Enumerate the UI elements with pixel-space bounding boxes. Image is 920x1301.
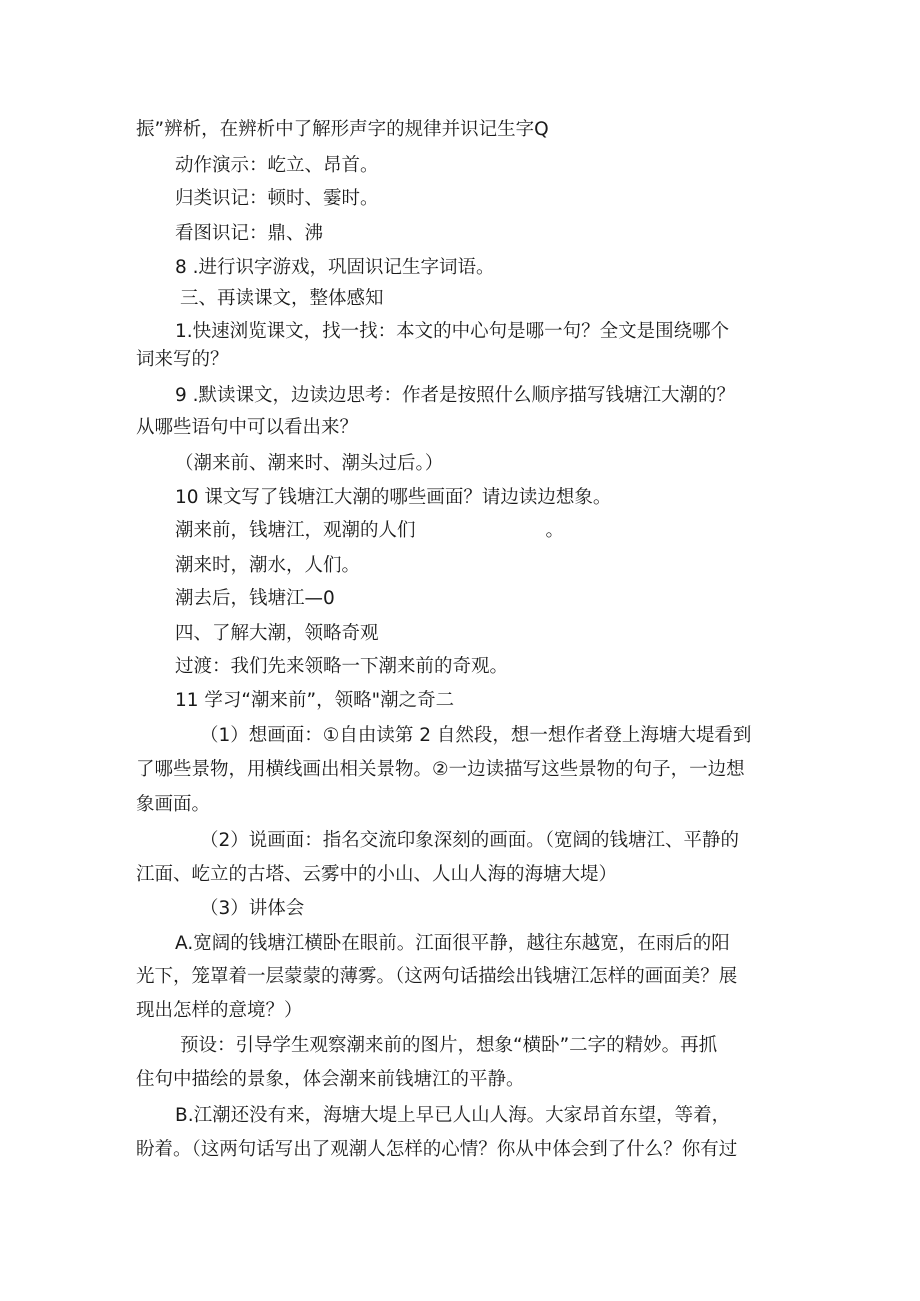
text-line: 盼着。（这两句话写出了观潮人怎样的心情？你从中体会到了什么？你有过 [136, 1139, 738, 1160]
text-line [175, 519, 564, 543]
text-line: 看图识记：鼎、沸 [175, 223, 324, 244]
text-line: 过渡：我们先来领略一下潮来前的奇观。 [175, 656, 509, 677]
text-line: （1）想画面：①自由读第 2 自然段，想一想作者登上海塘大堤看到 [200, 725, 752, 746]
text-line: 象画面。 [136, 794, 211, 815]
text-line: 现出怎样的意境？） [136, 1000, 303, 1021]
text-line: 词来写的？ [136, 349, 229, 370]
text-line: （3）讲体会 [200, 898, 305, 919]
text-line: 9 .默读课文，边读边思考：作者是按照什么顺序描写钱塘江大潮的？ [175, 385, 736, 406]
text-line: 动作演示：屹立、昂首。 [175, 155, 379, 176]
text-line: 潮来时，潮水，人们。 [175, 555, 361, 576]
text-line: 江面、屹立的古塔、云雾中的小山、人山人海的海塘大堤） [136, 864, 618, 885]
text-line: 振”辨析，在辨析中了解形声字的规律并识记生字Q [136, 119, 549, 140]
text-line: B.江潮还没有来，海塘大堤上早已人山人海。大家昂首东望，等着， [175, 1105, 731, 1126]
text-line: 住句中描绘的景象，体会潮来前钱塘江的平静。 [136, 1069, 525, 1090]
text-line: 归类识记：顿时、霎时。 [175, 188, 379, 209]
text-line: 从哪些语句中可以看出来？ [136, 417, 359, 438]
text-line: A.宽阔的钱塘江横卧在眼前。江面很平静，越往东越宽，在雨后的阳 [175, 933, 730, 954]
text-line: 预设：引导学生观察潮来前的图片，想象“横卧”二字的精妙。再抓 [180, 1035, 718, 1056]
text-line: 10 课文写了钱塘江大潮的哪些画面？请边读边想象。 [175, 487, 612, 508]
section-heading: 三、再读课文，整体感知 [180, 288, 384, 309]
text-line: 1.快速浏览课文，找一找：本文的中心句是哪一句？全文是围绕哪个 [175, 321, 730, 342]
fill-blank-suffix: 。 [545, 520, 565, 541]
text-line: 8 .进行识字游戏，巩固识记生字词语。 [175, 257, 495, 278]
text-line: 了哪些景物，用横线画出相关景物。②一边读描写这些景物的句子，一边想 [136, 759, 745, 780]
text-line: 光下，笼罩着一层蒙蒙的薄雾。（这两句话描绘出钱塘江怎样的画面美？展 [136, 966, 738, 987]
text-line: （潮来前、潮来时、潮头过后。） [175, 453, 444, 474]
text-line: （2）说画面：指名交流印象深刻的画面。（宽阔的钱塘江、平静的 [200, 830, 740, 851]
fill-blank-prefix: 潮来前，钱塘江，观潮的人们 [175, 520, 416, 541]
section-heading: 四、了解大潮，领略奇观 [175, 623, 379, 644]
text-line: 潮去后，钱塘江—0 [175, 588, 335, 609]
text-line: 11 学习“潮来前”，领略"潮之奇二 [175, 690, 455, 711]
